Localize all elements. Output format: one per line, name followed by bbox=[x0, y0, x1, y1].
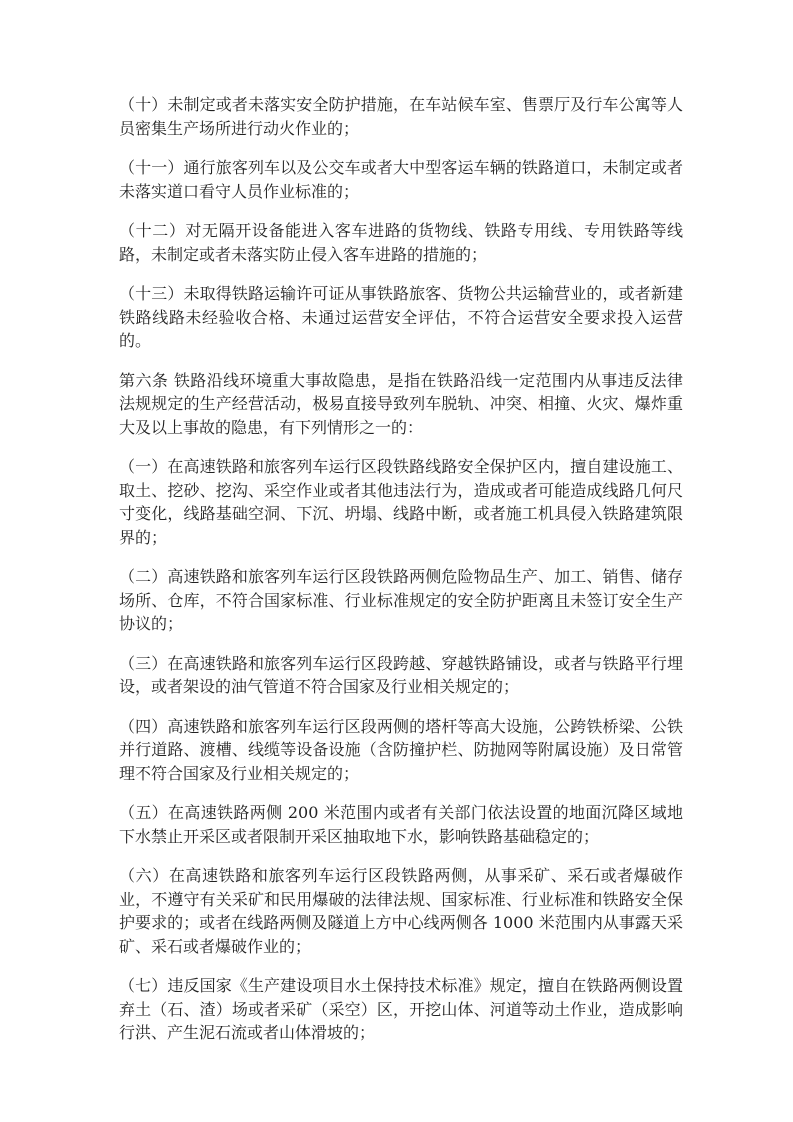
paragraph-item-11: （十一）通行旅客列车以及公交车或者大中型客运车辆的铁路道口，未制定或者未落实道口看守人员作业标准的； bbox=[119, 158, 683, 201]
paragraph-item-2: （二）高速铁路和旅客列车运行区段铁路两侧危险物品生产、加工、销售、储存场所、仓库，不符合国家标准、行业标准规定的安全防护距离且未签订安全生产协议的； bbox=[119, 567, 683, 633]
paragraph-item-7: （七）违反国家《生产建设项目水土保持技术标准》规定，擅自在铁路两侧设置弃土（石、渣）场或者采矿（采空）区，开挖山体、河道等动土作业，造成影响行洪、产生泥石流或者山体滑坡的； bbox=[119, 976, 683, 1042]
paragraph-item-6: （六）在高速铁路和旅客列车运行区段铁路两侧，从事采矿、采石或者爆破作业，不遵守有关采矿和民用爆破的法律法规、国家标准、行业标准和铁路安全保护要求的；或者在线路两侧及隧道上方中心线两侧各 1000 米范围内从事露天采矿、采石或者爆破作业的； bbox=[119, 866, 683, 956]
paragraph-item-5: （五）在高速铁路两侧 200 米范围内或者有关部门依法设置的地面沉降区域地下水禁止开采区或者限制开采区抽取地下水，影响铁路基础稳定的； bbox=[119, 803, 683, 846]
paragraph-item-3: （三）在高速铁路和旅客列车运行区段跨越、穿越铁路铺设，或者与铁路平行埋设，或者架设的油气管道不符合国家及行业相关规定的； bbox=[119, 653, 683, 696]
paragraph-item-12: （十二）对无隔开设备能进入客车进路的货物线、铁路专用线、专用铁路等线路，未制定或者未落实防止侵入客车进路的措施的； bbox=[119, 221, 683, 264]
paragraph-item-1: （一）在高速铁路和旅客列车运行区段铁路线路安全保护区内，擅自建设施工、取土、挖砂、挖沟、采空作业或者其他违法行为，造成或者可能造成线路几何尺寸变化，线路基础空洞、下沉、坍塌、线路中断，或者施工机具侵入铁路建筑限界的； bbox=[119, 457, 683, 547]
article-6-paragraph: 第六条 铁路沿线环境重大事故隐患，是指在铁路沿线一定范围内从事违反法律法规规定的生产经营活动，极易直接导致列车脱轨、冲突、相撞、火灾、爆炸重大及以上事故的隐患，有下列情形之一的： bbox=[119, 370, 683, 437]
document-page bbox=[119, 93, 683, 1061]
paragraph-item-10: （十）未制定或者未落实安全防护措施，在车站候车室、售票厅及行车公寓等人员密集生产场所进行动火作业的； bbox=[119, 95, 683, 138]
paragraph-item-13: （十三）未取得铁路运输许可证从事铁路旅客、货物公共运输营业的，或者新建铁路线路未经验收合格、未通过运营安全评估，不符合运营安全要求投入运营的。 bbox=[119, 284, 683, 350]
paragraph-item-4: （四）高速铁路和旅客列车运行区段两侧的塔杆等高大设施，公跨铁桥梁、公铁并行道路、渡槽、线缆等设备设施（含防撞护栏、防抛网等附属设施）及日常管理不符合国家及行业相关规定的； bbox=[119, 716, 683, 783]
